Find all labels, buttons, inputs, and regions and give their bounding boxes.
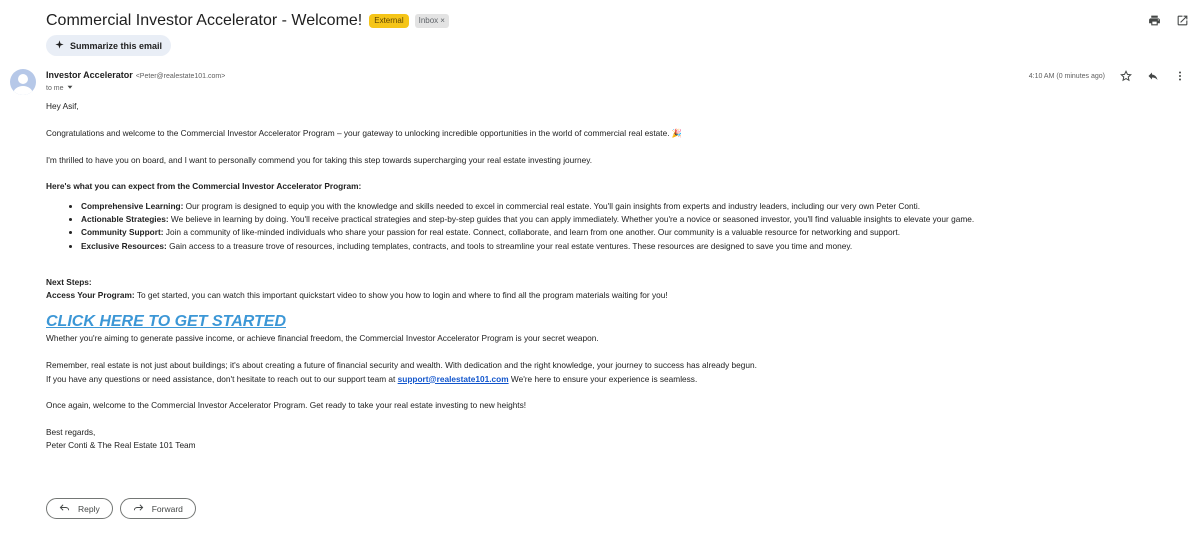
summarize-label: Summarize this email <box>70 40 163 51</box>
list-item-title: Comprehensive Learning: <box>81 200 184 211</box>
list-item <box>81 240 1186 253</box>
message-actions <box>1029 68 1188 84</box>
list-item-text: We believe in learning by doing. You'll receive practical strategies and step-by-step guides that you can apply immediately. Whether you're a novice or seasoned investor, you'll find valuable insights to elevate your game. <box>168 213 975 224</box>
reply-icon[interactable] <box>1145 68 1161 84</box>
access-program <box>46 289 1186 302</box>
email-subject: Commercial Investor Accelerator - Welcome! <box>46 12 363 29</box>
more-vert-icon[interactable] <box>1172 68 1188 84</box>
sender-name[interactable]: Investor Accelerator <box>46 70 133 80</box>
list-item <box>81 226 1186 239</box>
avatar[interactable] <box>10 69 36 95</box>
print-icon[interactable] <box>1146 12 1162 28</box>
recipients-toggle[interactable] <box>46 84 73 92</box>
sender-email: <Peter@realestate101.com> <box>135 73 226 80</box>
benefits-list <box>46 200 1186 253</box>
get-started-link[interactable]: CLICK HERE TO GET STARTED <box>46 313 287 331</box>
forward-label: Forward <box>151 503 183 514</box>
sender-row <box>46 70 225 80</box>
paragraph-remember: Remember, real estate is not just about buildings; it's about creating a future of financial security and wealth. With dedication and the right knowledge, your journey to success has already begun. <box>46 360 757 371</box>
inbox-label-text: Inbox <box>418 16 439 25</box>
list-item-title: Actionable Strategies: <box>81 213 169 224</box>
support-text-after: We're here to ensure your experience is seamless. <box>508 373 698 384</box>
list-item-title: Exclusive Resources: <box>81 240 167 251</box>
summarize-button[interactable] <box>46 35 171 56</box>
paragraph-support <box>46 373 1186 386</box>
inbox-label[interactable] <box>415 14 449 28</box>
list-item-text: Our program is designed to equip you with the knowledge and skills needed to excel in commercial real estate. You'll gain insights from experts and industry leaders, including our very own Peter Conti. <box>183 200 921 211</box>
reply-icon <box>59 502 70 515</box>
expect-heading <box>46 180 1186 193</box>
email-body <box>46 100 1186 453</box>
paragraph-welcome: Congratulations and welcome to the Commercial Investor Accelerator Program – your gateway to unlocking incredible opportunities in the world of commercial real estate. 🎉 <box>46 127 683 138</box>
access-program-title: Access Your Program: <box>46 290 135 301</box>
list-item-text: Join a community of like-minded individuals who share your passion for real estate. Connect, collaborate, and learn from one another. Our community is a valuable resource for networking and support. <box>163 227 901 238</box>
expect-heading-text: Here's what you can expect from the Commercial Investor Accelerator Program: <box>46 181 362 192</box>
list-item <box>81 200 1186 213</box>
timestamp: 4:10 AM (0 minutes ago) <box>1028 72 1105 80</box>
external-badge: External <box>369 14 408 28</box>
paragraph-thrilled: I'm thrilled to have you on board, and I want to personally commend you for taking this step towards supercharging your real estate investing journey. <box>46 154 593 165</box>
reply-label: Reply <box>78 503 100 514</box>
sparkle-icon <box>55 40 64 51</box>
open-new-window-icon[interactable] <box>1174 12 1190 28</box>
reply-button[interactable] <box>46 498 113 519</box>
star-icon[interactable] <box>1118 68 1134 84</box>
next-steps-heading <box>46 276 1186 289</box>
signoff: Best regards, <box>46 427 96 438</box>
remove-label-icon[interactable]: × <box>440 16 445 25</box>
signature: Peter Conti & The Real Estate 101 Team <box>46 440 196 451</box>
access-program-text: To get started, you can watch this important quickstart video to show you how to login and where to find all the program materials waiting for you! <box>134 290 668 301</box>
dropdown-arrow-icon <box>67 84 73 92</box>
greeting: Hey Asif, <box>46 101 79 111</box>
list-item-text: Gain access to a treasure trove of resources, including templates, contracts, and tools to streamline your real estate ventures. These resources are designed to save you time and money. <box>166 240 853 251</box>
list-item <box>81 213 1186 226</box>
support-text-before: If you have any questions or need assistance, don't hesitate to reach out to our support team at <box>46 373 398 384</box>
list-item-title: Community Support: <box>81 227 164 238</box>
next-steps-heading-text: Next Steps: <box>46 276 92 287</box>
paragraph-once-again: Once again, welcome to the Commercial Investor Accelerator Program. Get ready to take your real estate investing to new heights! <box>46 400 527 411</box>
forward-button[interactable] <box>120 498 196 519</box>
forward-icon <box>133 502 144 515</box>
subject-row <box>46 10 449 32</box>
reply-forward-bar <box>46 498 196 519</box>
to-label: to me <box>46 84 64 92</box>
top-actions <box>1146 12 1190 28</box>
support-email-link[interactable]: support@realestate101.com <box>397 373 509 384</box>
paragraph-secret-weapon: Whether you're aiming to generate passive income, or achieve financial freedom, the Commercial Investor Accelerator Program is your secret weapon. <box>46 333 599 344</box>
